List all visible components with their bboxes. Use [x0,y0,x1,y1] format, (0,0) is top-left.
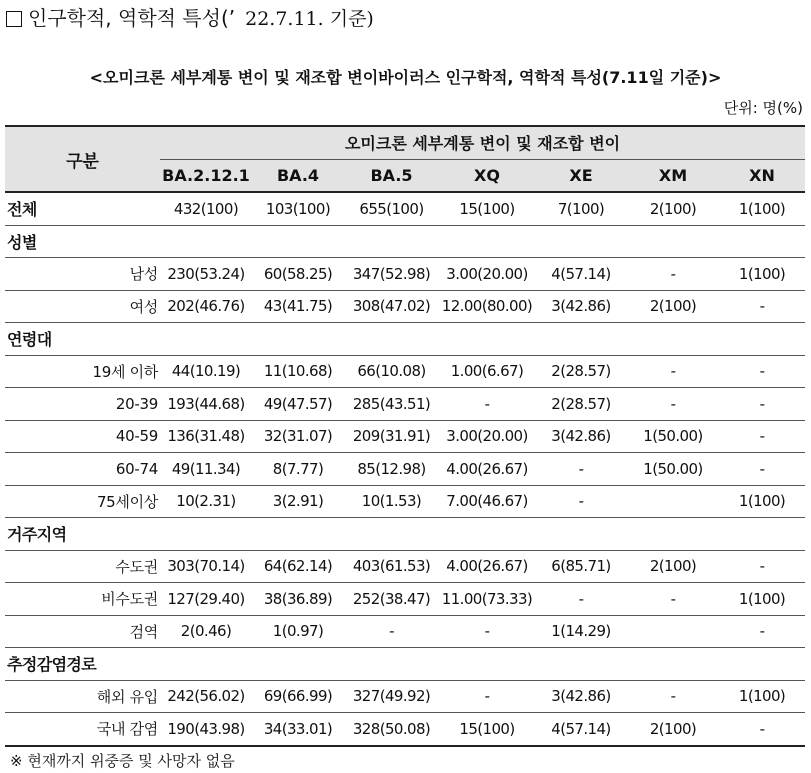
table-cell: - [535,583,627,616]
row-label: 전체 [5,192,160,225]
row-label: 19세 이하 [5,355,160,388]
row-label: 40-59 [5,420,160,453]
table-cell: 11(10.68) [252,355,344,388]
table-cell: 11.00(73.33) [439,583,535,616]
table-cell: 3(42.86) [535,290,627,323]
table-row [5,583,805,616]
table-row [5,713,805,746]
row-label: 비수도권 [5,583,160,616]
table-cell: - [627,583,719,616]
table-row [5,388,805,421]
table-cell: - [719,420,805,453]
section-heading [6,4,374,33]
table-cell: - [535,485,627,518]
table-cell: 3.00(20.00) [439,258,535,291]
table-cell: - [627,355,719,388]
table-cell: - [627,388,719,421]
row-label: 20-39 [5,388,160,421]
table-cell: 4.00(26.67) [439,453,535,486]
table-cell: 7(100) [535,192,627,225]
column-header: BA.2.12.1 [160,159,252,192]
table-cell: - [719,290,805,323]
heading-text: 인구학적, 역학적 특성(’ [28,6,236,30]
table-cell: 103(100) [252,192,344,225]
table-cell: 15(100) [439,192,535,225]
checkbox-square-icon [6,11,22,27]
table-cell: 655(100) [344,192,439,225]
table-row [5,453,805,486]
table-cell: 308(47.02) [344,290,439,323]
table-cell: 242(56.02) [160,680,252,713]
table-cell: 1(100) [719,192,805,225]
table-cell: 209(31.91) [344,420,439,453]
table-cell: - [344,615,439,648]
table-cell: 43(41.75) [252,290,344,323]
table-cell: 1(100) [719,485,805,518]
table-cell: 136(31.48) [160,420,252,453]
table-cell: 1(100) [719,680,805,713]
table-cell: 66(10.08) [344,355,439,388]
table-cell: - [439,388,535,421]
table-cell: 69(66.99) [252,680,344,713]
table-cell: - [719,713,805,746]
table-cell: 193(44.68) [160,388,252,421]
table-cell: 252(38.47) [344,583,439,616]
table-cell: 10(2.31) [160,485,252,518]
row-label: 75세이상 [5,485,160,518]
table-row [5,420,805,453]
table-cell: 44(10.19) [160,355,252,388]
footnote: ※ 현재까지 위중증 및 사망자 없음 [10,752,235,770]
table-cell: 2(100) [627,713,719,746]
table-cell: 1(50.00) [627,420,719,453]
table-row [5,550,805,583]
table-cell: 4(57.14) [535,258,627,291]
row-label: 남성 [5,258,160,291]
column-header: XE [535,159,627,192]
table-cell: 127(29.40) [160,583,252,616]
table-cell: 1(14.29) [535,615,627,648]
table-cell: 190(43.98) [160,713,252,746]
table-cell: 403(61.53) [344,550,439,583]
table-cell: 4(57.14) [535,713,627,746]
row-label: 60-74 [5,453,160,486]
category-label: 추정감염경로 [5,648,805,681]
table-cell [627,485,719,518]
table-row [5,485,805,518]
table-cell: - [439,680,535,713]
table-row [5,680,805,713]
table-cell: 285(43.51) [344,388,439,421]
table-row [5,323,805,356]
table-row [5,192,805,225]
table-cell: 328(50.08) [344,713,439,746]
header-group: 오미크론 세부계통 변이 및 재조합 변이 [160,126,805,159]
table-row [5,615,805,648]
row-label: 여성 [5,290,160,323]
table-row [5,648,805,681]
category-label: 거주지역 [5,518,805,551]
table-cell: 1(50.00) [627,453,719,486]
table-row [5,258,805,291]
table-cell: 303(70.14) [160,550,252,583]
table-cell: 2(28.57) [535,355,627,388]
unit-label: 단위: 명(%) [723,99,803,117]
table-cell: - [719,453,805,486]
table-cell: 4.00(26.67) [439,550,535,583]
table-cell: 85(12.98) [344,453,439,486]
table-cell: 432(100) [160,192,252,225]
table-cell: 3(42.86) [535,680,627,713]
table-cell: 7.00(46.67) [439,485,535,518]
table-cell: - [535,453,627,486]
table-cell [627,615,719,648]
column-header: XM [627,159,719,192]
table-cell: 49(11.34) [160,453,252,486]
table-cell: 2(28.57) [535,388,627,421]
table-row [5,225,805,258]
heading-date: 22.7.11. 기준) [245,8,374,30]
table-cell: 1(0.97) [252,615,344,648]
table-row [5,355,805,388]
table-cell: 3(2.91) [252,485,344,518]
table-cell: 12.00(80.00) [439,290,535,323]
table-cell: - [719,388,805,421]
table-cell: 1(100) [719,258,805,291]
table-cell: 2(100) [627,290,719,323]
table-cell: - [627,258,719,291]
table-cell: 38(36.89) [252,583,344,616]
table-cell: 1.00(6.67) [439,355,535,388]
column-header: XN [719,159,805,192]
column-header: BA.4 [252,159,344,192]
table-title: <오미크론 세부계통 변이 및 재조합 변이바이러스 인구학적, 역학적 특성(7.11일 기준)> [89,68,722,87]
category-label: 성별 [5,225,805,258]
table-cell: 2(100) [627,192,719,225]
column-header: BA.5 [344,159,439,192]
variant-characteristics-table [5,125,805,747]
header-gubun: 구분 [5,126,160,192]
table-cell: 3.00(20.00) [439,420,535,453]
table-cell: 60(58.25) [252,258,344,291]
column-header: XQ [439,159,535,192]
table-cell: 6(85.71) [535,550,627,583]
table-cell: 347(52.98) [344,258,439,291]
table-cell: - [719,550,805,583]
table-cell: 202(46.76) [160,290,252,323]
table-cell: 10(1.53) [344,485,439,518]
category-label: 연령대 [5,323,805,356]
table-cell: - [627,680,719,713]
table-cell: 327(49.92) [344,680,439,713]
table-cell: 230(53.24) [160,258,252,291]
table-row [5,290,805,323]
table-cell: - [719,355,805,388]
row-label: 국내 감염 [5,713,160,746]
table-cell: 8(7.77) [252,453,344,486]
row-label: 해외 유입 [5,680,160,713]
table-cell: 64(62.14) [252,550,344,583]
table-row [5,518,805,551]
table-cell: 2(100) [627,550,719,583]
table-cell: 49(47.57) [252,388,344,421]
table-cell: 15(100) [439,713,535,746]
table-cell: 32(31.07) [252,420,344,453]
table-cell: 1(100) [719,583,805,616]
row-label: 검역 [5,615,160,648]
table-cell: 2(0.46) [160,615,252,648]
table-cell: 3(42.86) [535,420,627,453]
table-cell: - [439,615,535,648]
table-cell: 34(33.01) [252,713,344,746]
table-cell: - [719,615,805,648]
row-label: 수도권 [5,550,160,583]
